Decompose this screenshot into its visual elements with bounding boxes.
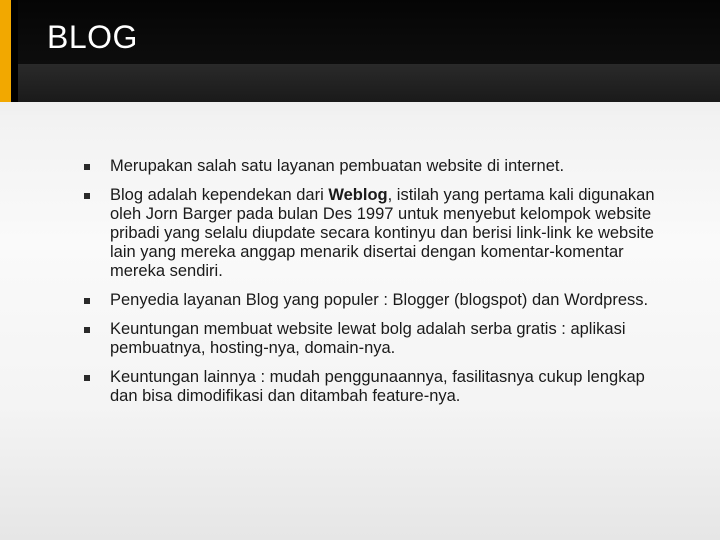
bullet-item	[84, 157, 659, 176]
bullet-text: Keuntungan membuat website lewat bolg adalah serba gratis : aplikasi pembuatnya, hosting-nya, domain-nya.	[110, 320, 626, 357]
bullet-bold-term: Weblog	[328, 186, 388, 204]
accent-divider	[11, 0, 18, 102]
accent-bar	[0, 0, 11, 102]
bullet-square-icon	[84, 164, 90, 170]
header-band-bottom	[18, 64, 720, 102]
bullet-text-before: Blog adalah kependekan dari	[110, 186, 329, 204]
bullet-text: Keuntungan lainnya : mudah penggunaannya, fasilitasnya cukup lengkap dan bisa dimodifikasi dan ditambah feature-nya.	[110, 368, 645, 405]
bullet-item	[84, 186, 659, 281]
bullet-square-icon	[84, 375, 90, 381]
bullet-square-icon	[84, 193, 90, 199]
bullet-item	[84, 368, 659, 406]
bullet-list	[84, 157, 659, 416]
bullet-square-icon	[84, 327, 90, 333]
bullet-item	[84, 320, 659, 358]
bullet-text-after: , istilah yang pertama kali digunakan oleh Jorn Barger pada bulan Des 1997 untuk menyebut kelompok website pribadi yang selalu diupdate secara kontinyu dan berisi link-link ke website lain yang mereka anggap menarik disertai dengan komentar-komentar mereka sendiri.	[110, 186, 655, 280]
bullet-text: Penyedia layanan Blog yang populer : Blogger (blogspot) dan Wordpress.	[110, 291, 649, 309]
bullet-square-icon	[84, 298, 90, 304]
bullet-text: Merupakan salah satu layanan pembuatan website di internet.	[110, 157, 565, 175]
bullet-item	[84, 291, 659, 310]
slide-header	[0, 0, 720, 102]
slide-title: BLOG	[47, 19, 138, 55]
